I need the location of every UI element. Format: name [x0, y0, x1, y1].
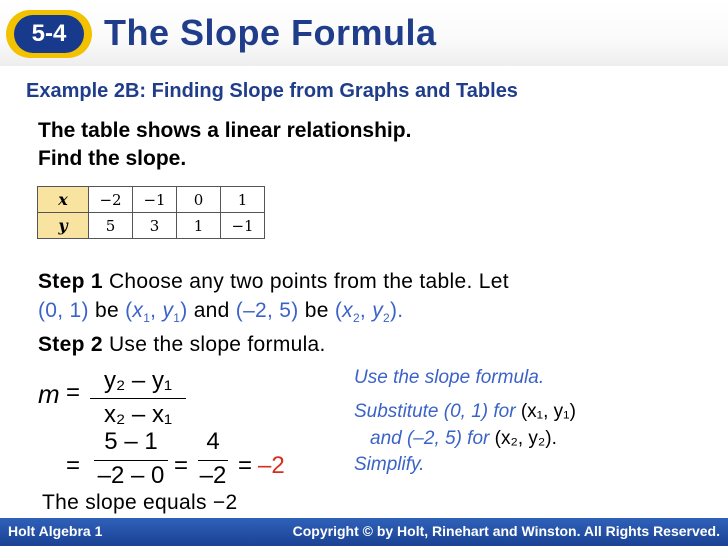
equals-sign: =	[174, 452, 189, 479]
fraction-bar	[90, 398, 186, 399]
pair2	[334, 299, 404, 326]
footer-bar	[0, 518, 728, 546]
paren: )	[180, 299, 188, 322]
table-header-y: y	[38, 213, 89, 239]
step1-line1	[38, 270, 509, 294]
equals-sign: =	[66, 379, 81, 406]
note-substitute-1	[354, 401, 576, 423]
table-cell: 0	[177, 187, 221, 213]
intro-line-2: Find the slope.	[38, 147, 187, 170]
example-title: Example 2B: Finding Slope from Graphs and Tables	[26, 80, 518, 102]
subscript: 2	[352, 311, 360, 326]
step1-label: Step 1	[38, 270, 103, 293]
point2: (–2, 5)	[235, 299, 299, 322]
be-text-1: be	[94, 299, 119, 322]
simplified-denominator: –2	[199, 462, 227, 489]
note-text: Substitute (0, 1) for	[354, 401, 516, 422]
table-row-x	[38, 187, 265, 213]
fraction-bar	[198, 460, 228, 461]
table-row-y	[38, 213, 265, 239]
note-pair1: (x₁, y₁)	[520, 401, 576, 422]
table-cell: −1	[133, 187, 177, 213]
step2-text: Use the slope formula.	[108, 333, 326, 356]
be-text-2: be	[304, 299, 329, 322]
subscript: 1	[173, 311, 181, 326]
fraction-bar	[94, 460, 168, 461]
table-cell: 5	[89, 213, 133, 239]
var-x: x	[132, 299, 144, 322]
var-y: y	[162, 299, 174, 322]
paren: (	[125, 299, 133, 322]
slope-m: m	[38, 379, 60, 409]
step2-label: Step 2	[38, 333, 103, 356]
var-x: x	[342, 299, 353, 322]
note-use-formula: Use the slope formula.	[354, 367, 545, 388]
conclusion: The slope equals −2	[42, 491, 238, 514]
footer-copyright: Copyright © by Holt, Rinehart and Winston. All Rights Reserved.	[292, 523, 720, 539]
lesson-title: The Slope Formula	[104, 12, 437, 53]
var-y: y	[372, 299, 384, 322]
subscript: 2	[383, 311, 390, 326]
intro-text	[38, 117, 411, 173]
and-text: and	[193, 299, 230, 322]
step1-line2	[38, 299, 403, 325]
note-substitute-2	[370, 428, 557, 450]
step1-text: Choose any two points from the table. Let	[108, 270, 509, 293]
lesson-number: 5-4	[14, 15, 84, 53]
table-header-x: x	[38, 187, 89, 213]
xy-table	[37, 186, 265, 239]
sub-numerator: 5 – 1	[104, 428, 158, 455]
paren: ).	[390, 299, 404, 322]
equals-sign: =	[238, 452, 253, 479]
note-text: and (–2, 5) for	[370, 428, 490, 449]
comma: ,	[150, 299, 163, 322]
equals-sign: =	[66, 452, 81, 479]
slope-result: –2	[258, 452, 285, 479]
comma: ,	[359, 299, 373, 322]
paren: (	[334, 299, 343, 322]
table-cell: 3	[133, 213, 177, 239]
table-cell: 1	[177, 213, 221, 239]
pair1	[125, 299, 188, 326]
table-cell: 1	[221, 187, 265, 213]
formula-numerator: y₂ – y₁	[103, 367, 173, 394]
point1: (0, 1)	[38, 299, 89, 322]
table-cell: −1	[221, 213, 265, 239]
intro-line-1: The table shows a linear relationship.	[38, 119, 412, 142]
formula-denominator: x₂ – x₁	[103, 401, 173, 428]
simplified-numerator: 4	[206, 428, 220, 455]
lesson-badge	[6, 10, 92, 58]
note-simplify: Simplify.	[354, 454, 425, 475]
sub-denominator: –2 – 0	[97, 462, 165, 489]
footer-book: Holt Algebra 1	[8, 523, 103, 539]
subscript: 1	[143, 311, 151, 326]
note-pair2: (x₂, y₂).	[494, 428, 557, 449]
step2-line	[38, 333, 326, 357]
table-cell: −2	[89, 187, 133, 213]
